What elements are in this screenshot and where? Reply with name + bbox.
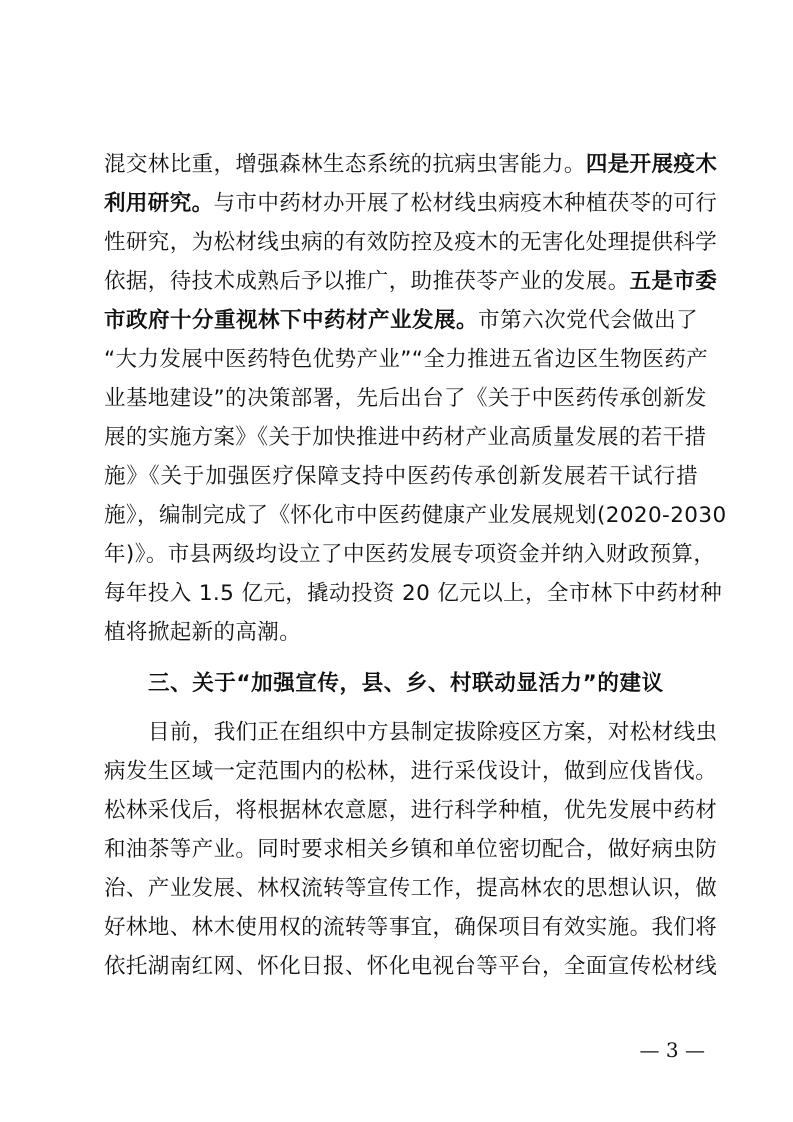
body-text: 混交林比重，增强森林生态系统的抗病虫害能力。 (104, 152, 586, 177)
body-line: 年)》。市县两级均设立了中医药发展专项资金并纳入财政预算， (104, 542, 716, 567)
body-line: 展的实施方案》《关于加快推进中药材产业高质量发展的若干措 (104, 425, 707, 450)
body-line: 治、产业发展、林权流转等宣传工作，提高林农的思想认识，做 (104, 876, 718, 901)
body-line: 依托湖南红网、怀化日报、怀化电视台等平台，全面宣传松材线 (104, 954, 718, 979)
body-text: 依据，待技术成熟后予以推广，助推茯苓产业的发展。 (104, 269, 630, 294)
body-line: 施》，编制完成了《怀化市中医药健康产业发展规划(2020-2030 (104, 503, 727, 528)
page-number: — 3 — (639, 1038, 705, 1062)
body-line: 好林地、林木使用权的流转等事宜，确保项目有效实施。我们将 (104, 915, 718, 940)
body-text: 与市中药材办开展了松材线虫病疫木种植茯苓的可行 (213, 191, 718, 216)
body-line: 性研究，为松材线虫病的有效防控及疫木的无害化处理提供科学 (104, 230, 718, 255)
bold-highlight: 利用研究。 (104, 191, 214, 216)
body-line: “大力发展中医药特色优势产业”“全力推进五省边区生物医药产 (104, 347, 709, 372)
body-line: 病发生区域一定范围内的松林，进行采伐设计，做到应伐皆伐。 (104, 759, 718, 784)
body-line: 施》《关于加强医疗保障支持中医药传承创新发展若干试行措 (104, 464, 698, 489)
section-heading: 三、关于“加强宣传，县、乡、村联动显活力”的建议 (148, 671, 664, 696)
bold-highlight: 市政府十分重视林下中药材产业发展。 (104, 308, 479, 333)
body-line (104, 184, 718, 224)
body-line: 每年投入 1.5 亿元，撬动投资 20 亿元以上，全市林下中药材种 (104, 581, 723, 606)
body-line (104, 145, 718, 185)
body-line: 目前，我们正在组织中方县制定拔除疫区方案，对松材线虫 (148, 720, 718, 745)
body-line (104, 301, 698, 341)
body-text: 市第六次党代会做出了 (478, 308, 698, 333)
body-line: 业基地建设”的决策部署，先后出台了《关于中医药传承创新发 (104, 386, 707, 411)
body-line: 松林采伐后，将根据林农意愿，进行科学种植，优先发展中药材 (104, 798, 718, 823)
body-line (104, 262, 718, 302)
body-line: 植将掀起新的高潮。 (104, 620, 302, 645)
bold-highlight: 五是市委 (629, 269, 718, 294)
body-line: 和油茶等产业。同时要求相关乡镇和单位密切配合，做好病虫防 (104, 837, 718, 862)
bold-highlight: 四是开展疫木 (585, 152, 718, 177)
